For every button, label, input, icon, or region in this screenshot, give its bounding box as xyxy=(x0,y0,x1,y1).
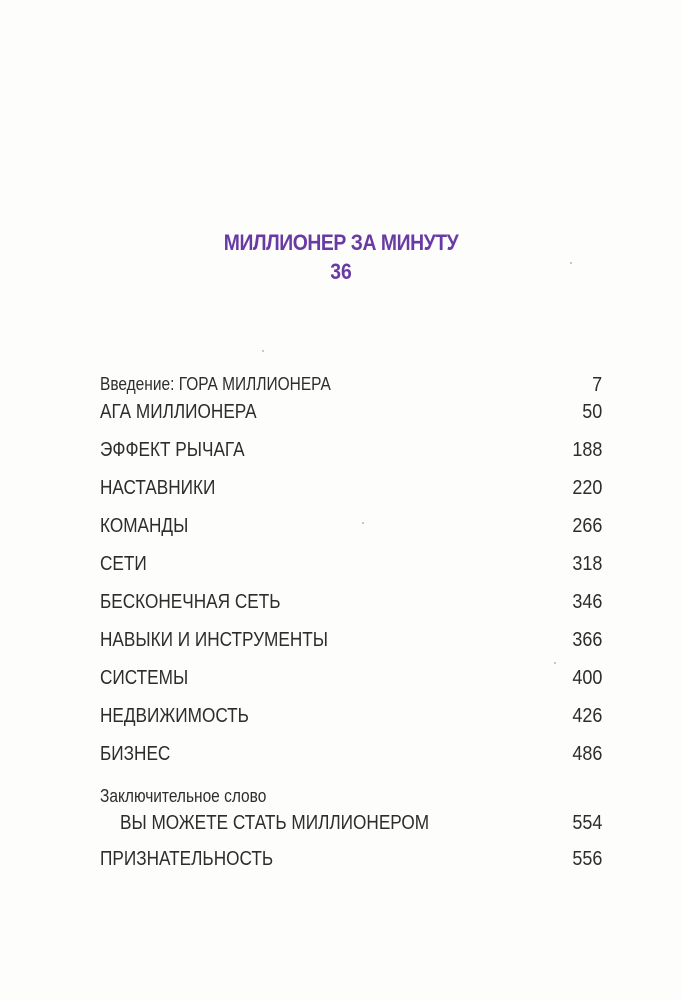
toc-entry-label: Заключительное слово xyxy=(100,786,267,806)
paper-speck xyxy=(570,262,572,264)
toc-entry-page: 400 xyxy=(571,667,602,689)
toc-entry-aha xyxy=(100,401,602,429)
paper-speck xyxy=(554,662,556,664)
paper-speck xyxy=(362,522,364,524)
toc-entry-label: СИСТЕМЫ xyxy=(100,667,189,689)
toc-entry-label: БИЗНЕС xyxy=(100,743,171,765)
toc-entry-page: 426 xyxy=(571,705,602,727)
toc-entry-mentors xyxy=(100,477,602,505)
toc-entry-leverage xyxy=(100,439,602,467)
toc-entry-page: 7 xyxy=(591,374,602,396)
toc-entry-label: НАСТАВНИКИ xyxy=(100,477,216,499)
toc-entry-page: 188 xyxy=(571,439,602,461)
toc-entry-acknowledgements xyxy=(100,848,602,876)
toc-entry-label: НАВЫКИ И ИНСТРУМЕНТЫ xyxy=(100,629,329,651)
toc-entry-label: Введение: ГОРА МИЛЛИОНЕРА xyxy=(100,374,331,394)
paper-speck xyxy=(262,350,264,352)
toc-entry-networks xyxy=(100,553,602,581)
toc-entry-afterword-heading xyxy=(100,786,602,814)
toc-entry-page: 50 xyxy=(581,401,602,423)
toc-entry-systems xyxy=(100,667,602,695)
toc-entry-real-estate xyxy=(100,705,602,733)
toc-entry-page: 556 xyxy=(571,848,602,870)
toc-entry-page: 486 xyxy=(571,743,602,765)
toc-entry-label: НЕДВИЖИМОСТЬ xyxy=(100,705,249,727)
book-number: 36 xyxy=(330,259,352,284)
toc-entry-infinite-network xyxy=(100,591,602,619)
toc-entry-label: ВЫ МОЖЕТЕ СТАТЬ МИЛЛИОНЕРОМ xyxy=(120,812,430,834)
toc-entry-label: АГА МИЛЛИОНЕРА xyxy=(100,401,257,423)
toc-entry-label: ЭФФЕКТ РЫЧАГА xyxy=(100,439,245,461)
toc-entry-label: КОМАНДЫ xyxy=(100,515,189,537)
toc-entry-page: 346 xyxy=(571,591,602,613)
toc-entry-label: СЕТИ xyxy=(100,553,147,575)
toc-entry-you-can-be-millionaire xyxy=(100,812,602,840)
toc-entry-teams xyxy=(100,515,602,543)
toc-entry-label: ПРИЗНАТЕЛЬНОСТЬ xyxy=(100,848,274,870)
toc-entry-business xyxy=(100,743,602,771)
toc-entry-page: 554 xyxy=(571,812,602,834)
book-title: МИЛЛИОНЕР ЗА МИНУТУ xyxy=(223,230,459,255)
toc-entry-introduction xyxy=(100,374,602,402)
title-block xyxy=(0,228,682,286)
toc-entry-page: 318 xyxy=(571,553,602,575)
toc-entry-page: 266 xyxy=(571,515,602,537)
toc-entry-page: 220 xyxy=(571,477,602,499)
toc-entry-page: 366 xyxy=(571,629,602,651)
toc-entry-label: БЕСКОНЕЧНАЯ СЕТЬ xyxy=(100,591,281,613)
toc-entry-skills-tools xyxy=(100,629,602,657)
